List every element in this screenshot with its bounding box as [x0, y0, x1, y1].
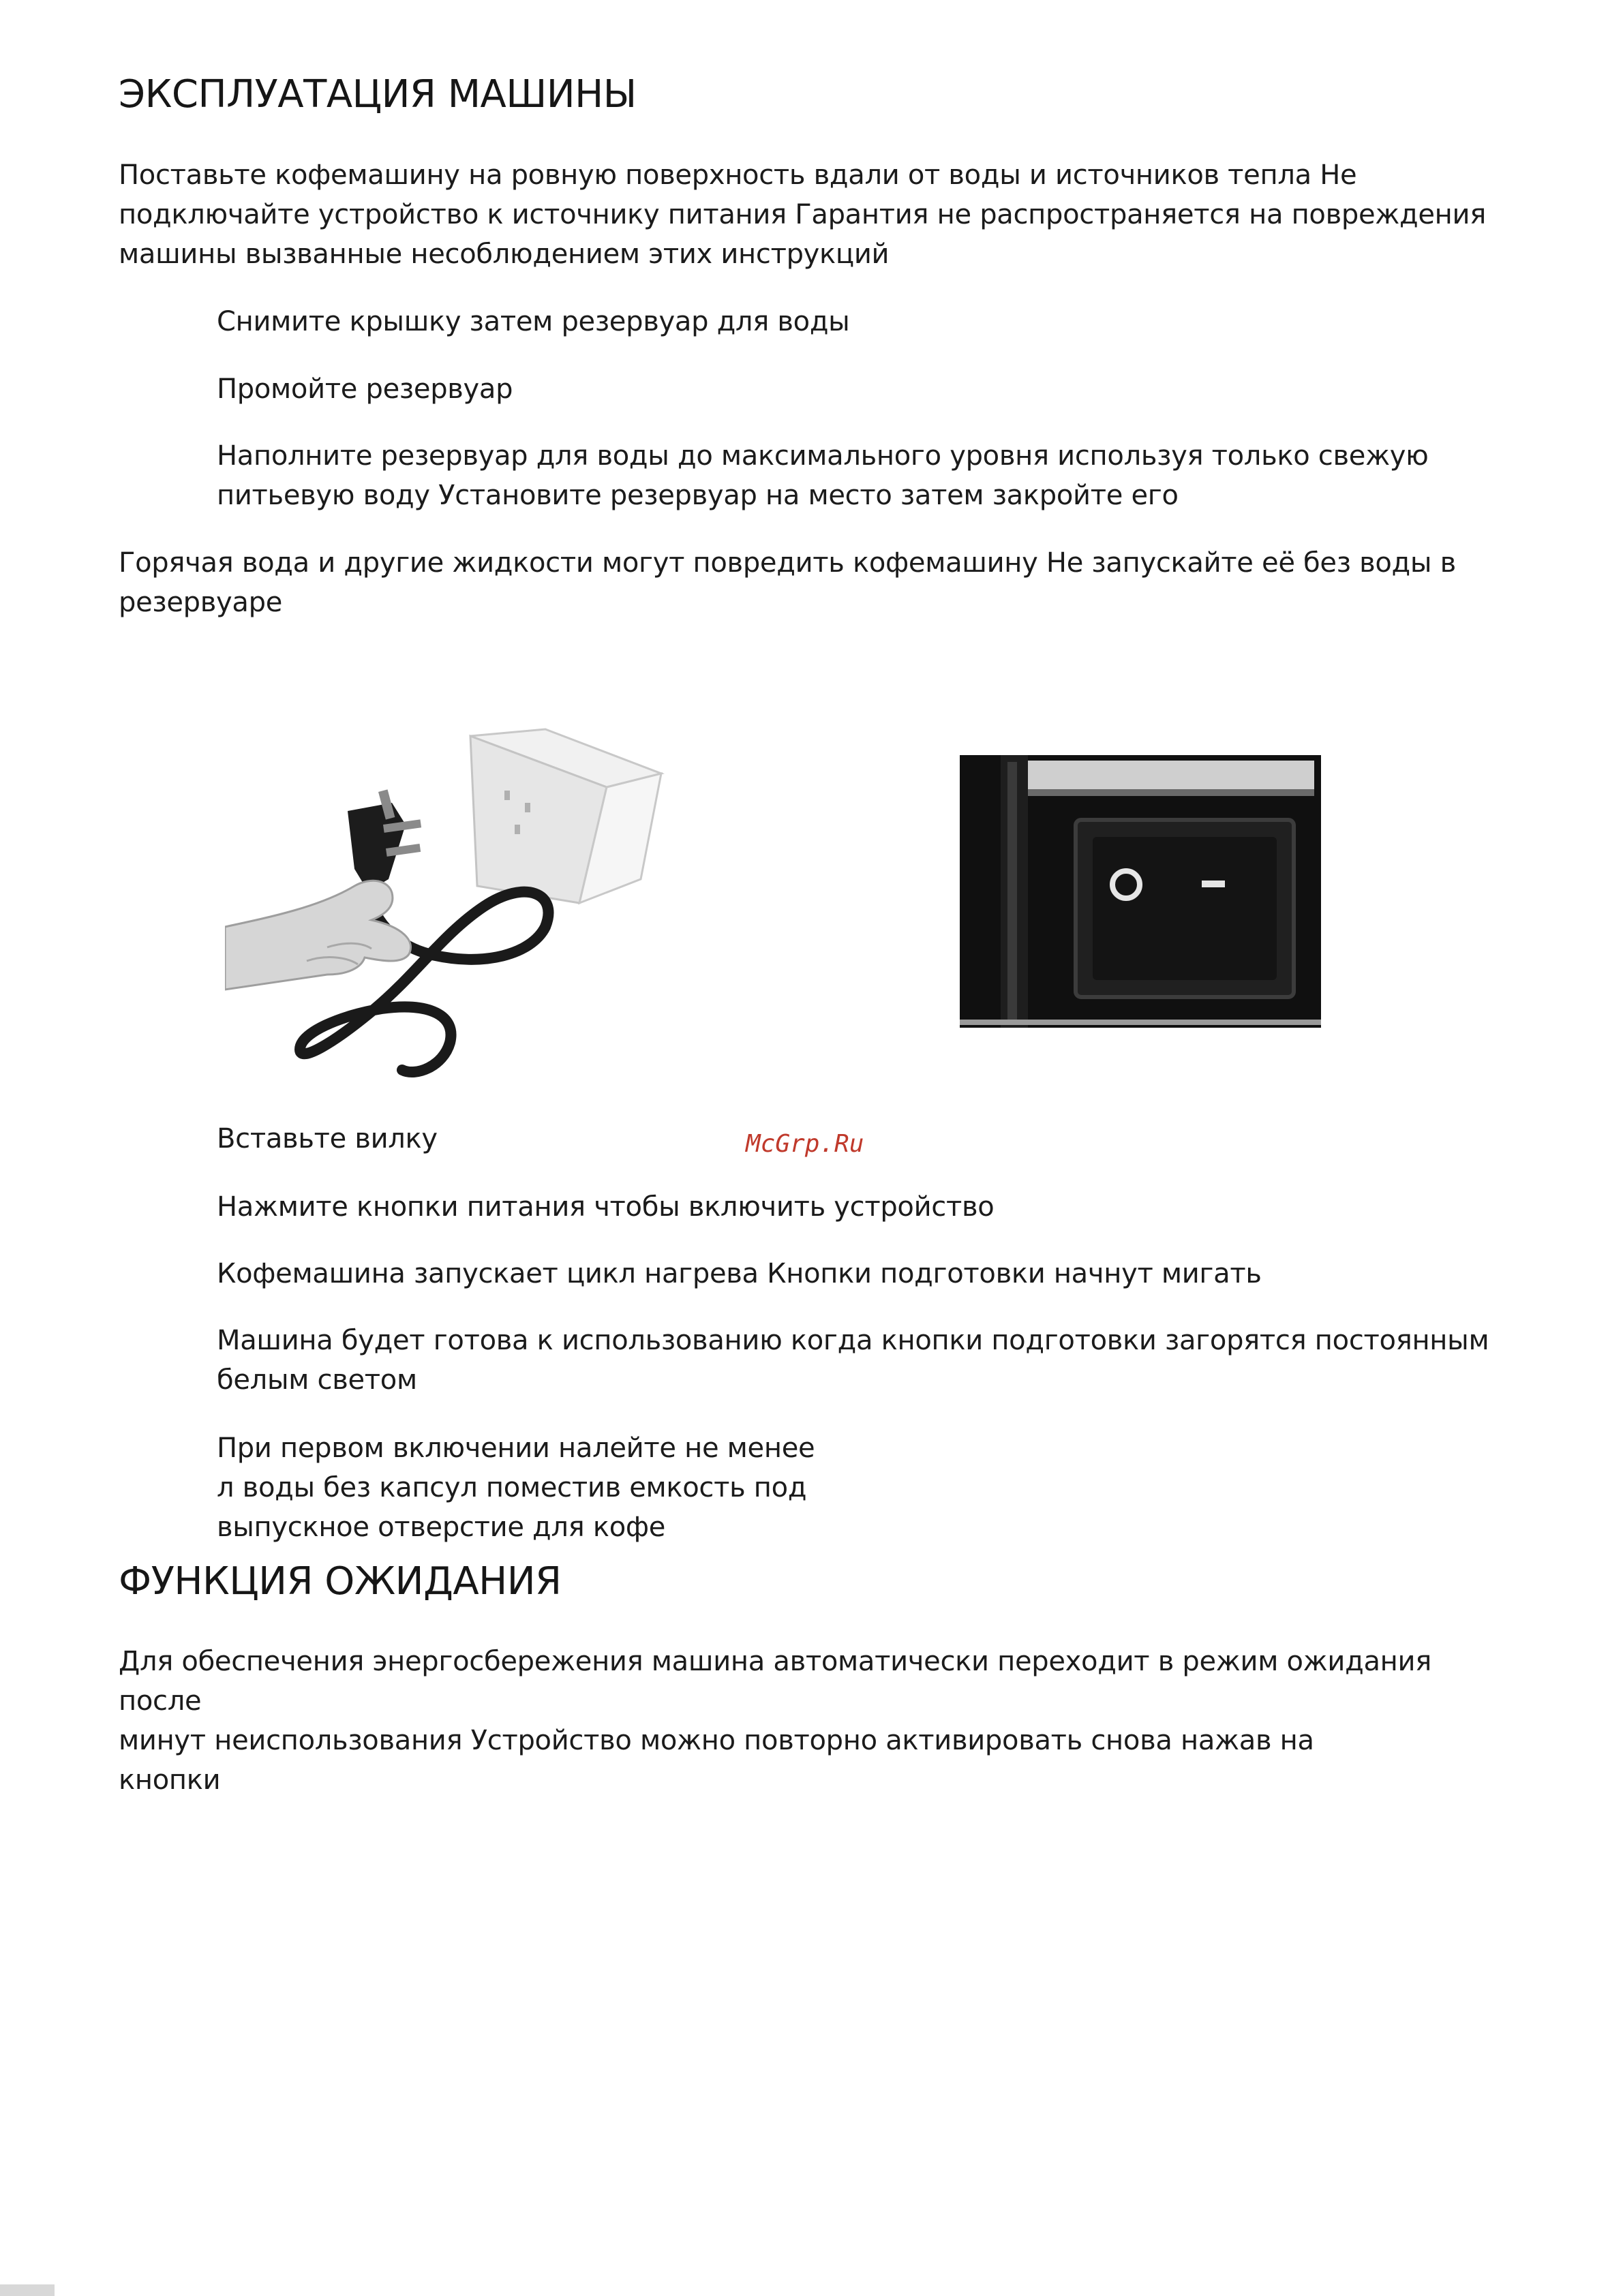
intro-paragraph	[119, 155, 1486, 274]
step-heating-cycle	[217, 1254, 1262, 1294]
standby-text-a: после	[119, 1685, 202, 1717]
step-text: Машина будет готова к использованию когда кнопки подготовки загорятся постоянным	[217, 1325, 1489, 1356]
standby-line-1: Для обеспечения энергосбережения машина автоматически переходит в режим ожидания	[119, 1646, 1431, 1677]
power-switch-illustration	[960, 755, 1321, 1028]
step-ready	[217, 1321, 1489, 1400]
step-fill-tank	[217, 436, 1429, 515]
page-corner-mark	[0, 2284, 55, 2296]
intro-line-1: Поставьте кофемашину на ровную поверхность вдали от воды и источников тепла Не	[119, 159, 1357, 191]
step-rinse-tank	[217, 369, 513, 409]
step-press-power	[217, 1187, 994, 1227]
step-text: Кофемашина запускает цикл нагрева Кнопки подготовки начнут мигать	[217, 1258, 1262, 1289]
intro-line-2: подключайте устройство к источнику питания Гарантия не распространяется на повреждения	[119, 199, 1486, 230]
first-use-text-a: При первом включении налейте не менее	[217, 1433, 815, 1464]
warning-paragraph	[119, 543, 1456, 622]
step-text: Снимите крышку затем резервуар для воды	[217, 306, 850, 337]
standby-line-3: кнопки	[119, 1764, 221, 1796]
first-use-line-2: выпускное отверстие для кофе	[217, 1512, 666, 1543]
step-text: Наполните резервуар для воды до максимального уровня используя только свежую	[217, 440, 1429, 472]
standby-paragraph	[119, 1642, 1431, 1800]
plug-and-socket-illustration	[225, 722, 688, 1084]
step-remove-lid	[217, 302, 849, 341]
section-title-standby: ФУНКЦИЯ ОЖИДАНИЯ	[119, 1559, 562, 1604]
watermark: McGrp.Ru	[746, 1130, 864, 1158]
step-text: питьевую воду Установите резервуар на место затем закройте его	[217, 480, 1179, 511]
step-text: Нажмите кнопки питания чтобы включить устройство	[217, 1191, 995, 1223]
step-text: Вставьте вилку	[217, 1123, 438, 1154]
warning-line-2: резервуаре	[119, 587, 283, 618]
step-insert-plug	[217, 1119, 438, 1159]
first-use-text-b: л воды без капсул поместив емкость под	[217, 1472, 807, 1503]
standby-line-2	[119, 1681, 1431, 1760]
standby-text-b: минут неиспользования Устройство можно повторно активировать снова нажав на	[119, 1725, 1314, 1756]
step-first-use	[217, 1428, 815, 1547]
step-text: белым светом	[217, 1364, 417, 1396]
warning-line-1: Горячая вода и другие жидкости могут повредить кофемашину Не запускайте её без воды в	[119, 547, 1456, 579]
section-title-operation: ЭКСПЛУАТАЦИЯ МАШИНЫ	[119, 72, 637, 117]
first-use-line-1	[217, 1428, 815, 1507]
step-text: Промойте резервуар	[217, 373, 513, 405]
intro-line-3: машины вызванные несоблюдением этих инструкций	[119, 239, 890, 270]
